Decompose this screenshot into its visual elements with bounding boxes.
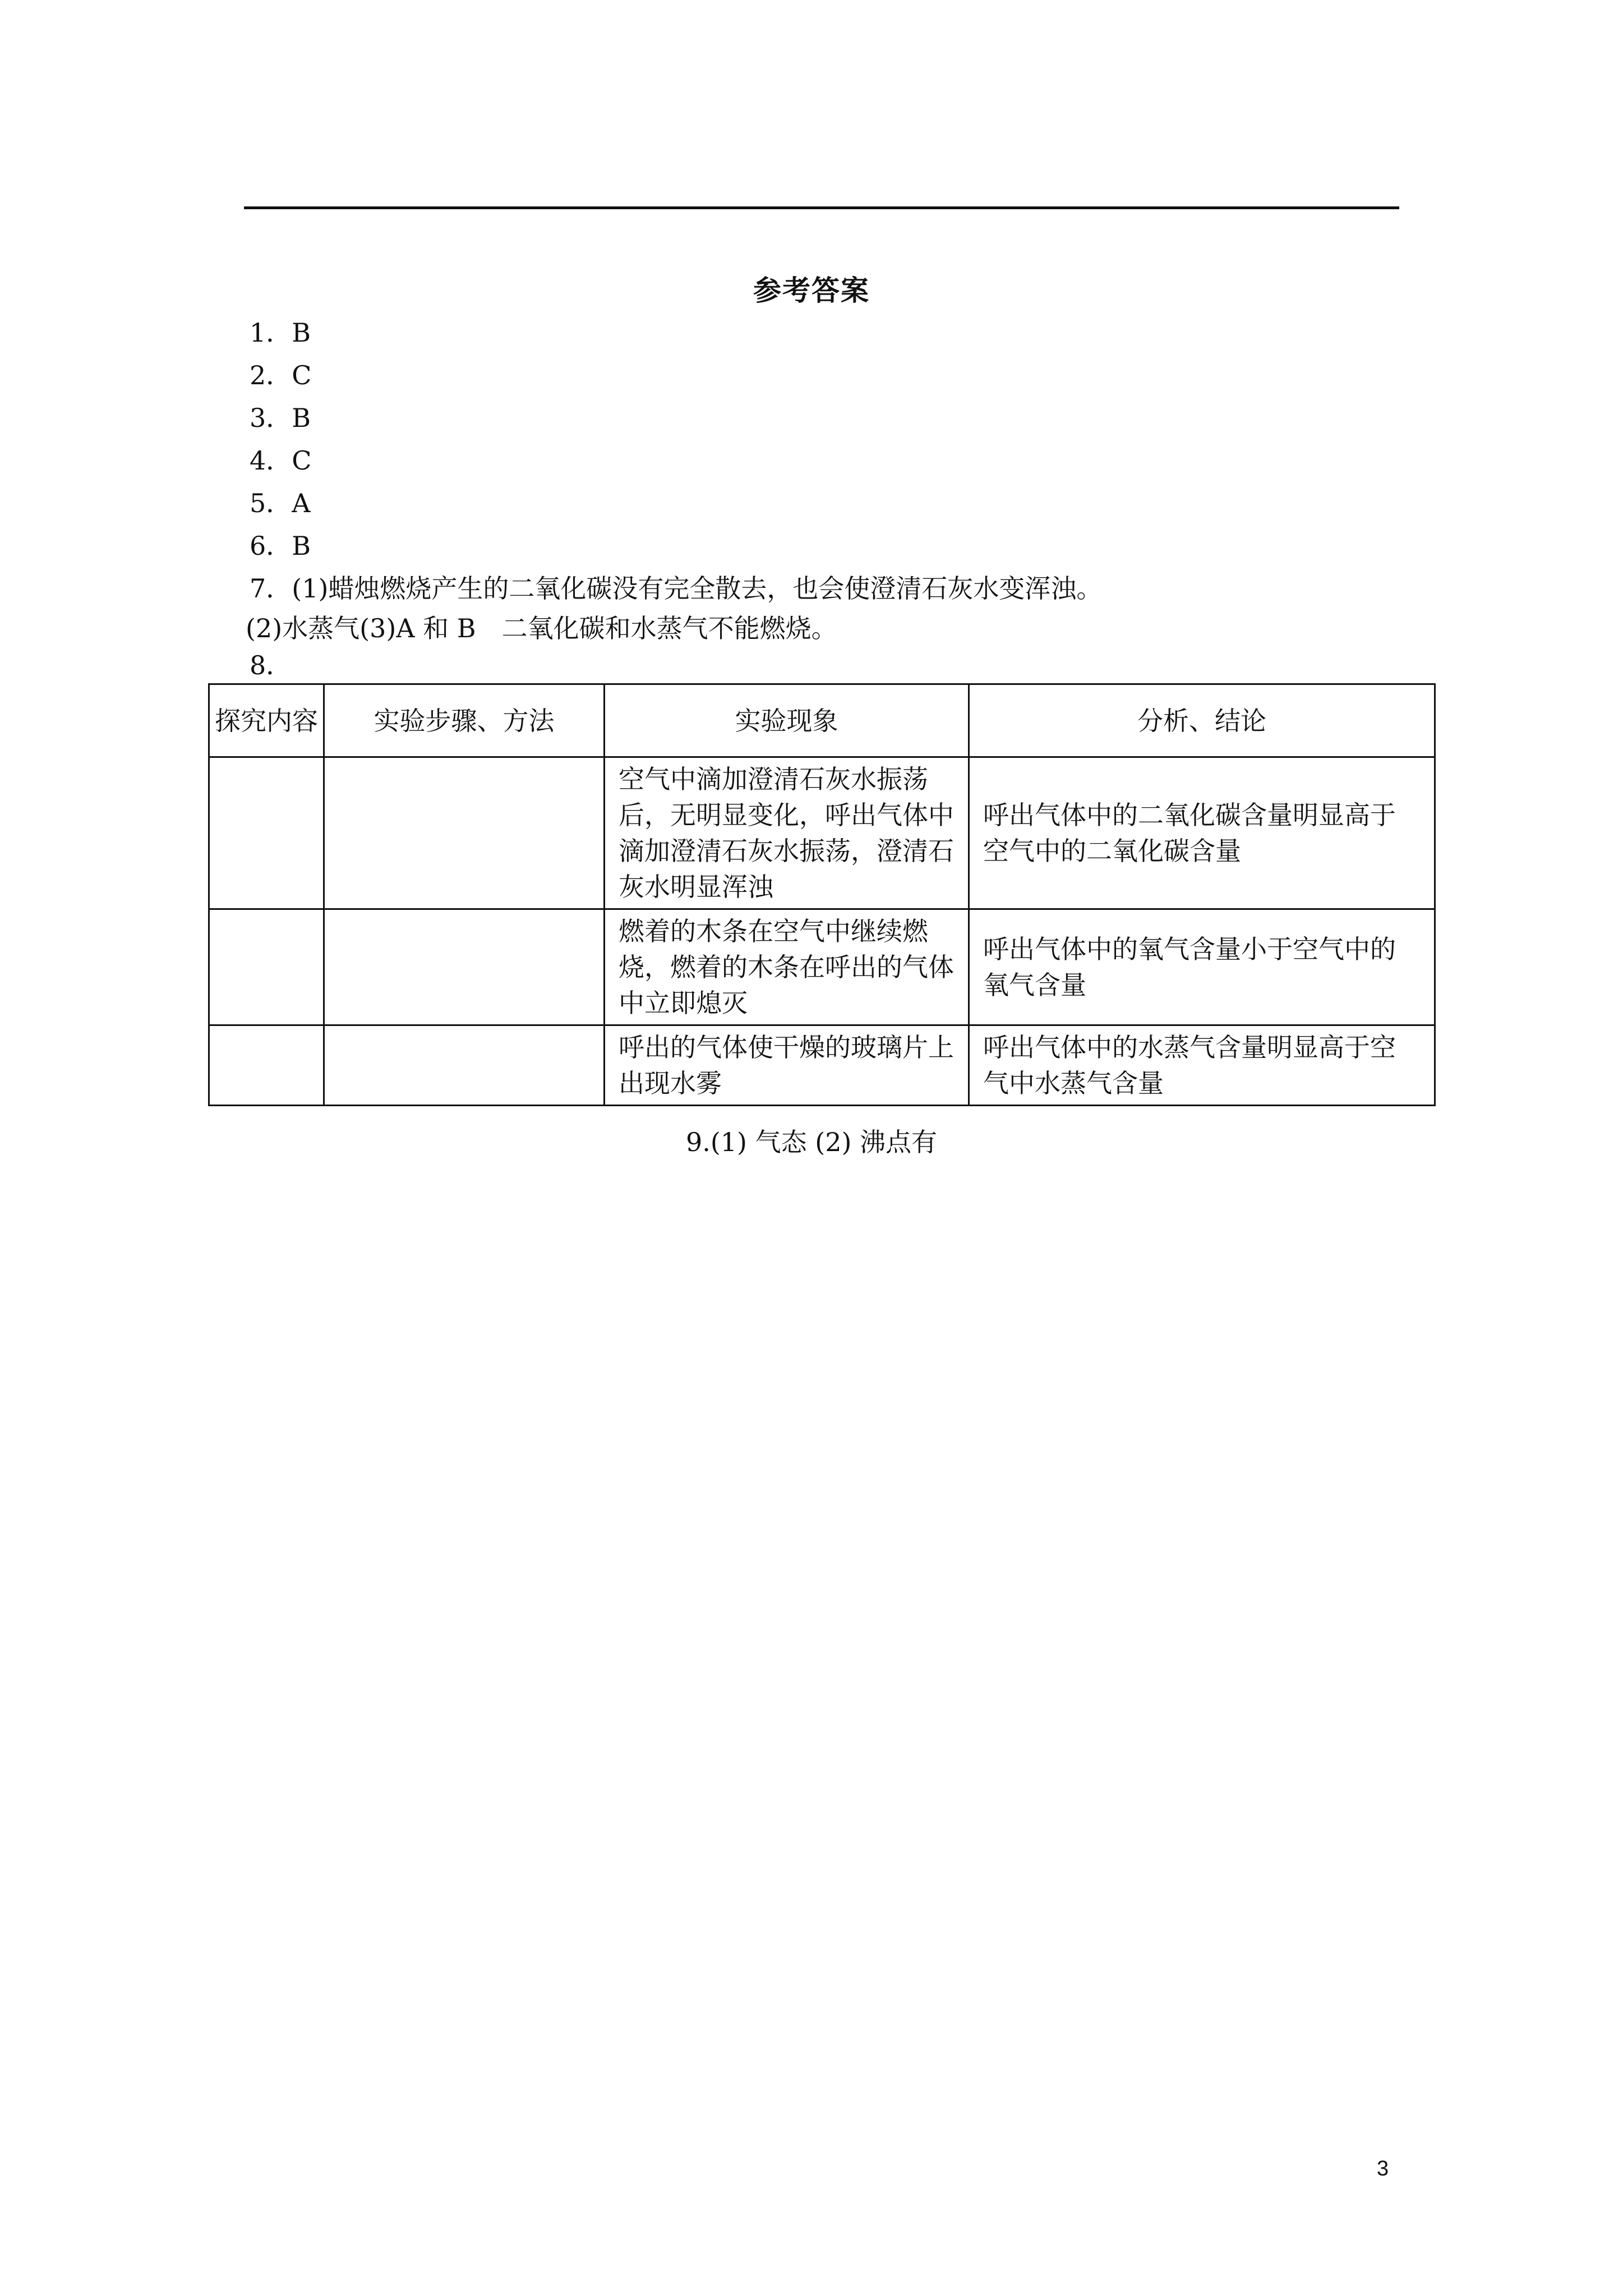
answer-3: 3．B xyxy=(250,403,311,433)
header-phenomenon: 实验现象 xyxy=(605,684,969,757)
cell-content xyxy=(209,757,324,909)
experiment-table xyxy=(208,683,1436,1106)
cell-phenomenon: 呼出的气体使干燥的玻璃片上出现水雾 xyxy=(605,1025,969,1106)
header-rule xyxy=(244,206,1399,209)
cell-steps xyxy=(324,1025,605,1106)
answer-7-part1: 7．(1)蜡烛燃烧产生的二氧化碳没有完全散去，也会使澄清石灰水变浑浊。 xyxy=(250,573,1103,604)
table-row xyxy=(209,909,1435,1025)
cell-steps xyxy=(324,909,605,1025)
cell-phenomenon: 空气中滴加澄清石灰水振荡后，无明显变化，呼出气体中滴加澄清石灰水振荡，澄清石灰水明显浑浊 xyxy=(605,757,969,909)
cell-steps xyxy=(324,757,605,909)
cell-phenomenon: 燃着的木条在空气中继续燃烧，燃着的木条在呼出的气体中立即熄灭 xyxy=(605,909,969,1025)
answer-2: 2．C xyxy=(250,360,312,390)
header-conclusion: 分析、结论 xyxy=(969,684,1435,757)
answer-list xyxy=(250,311,1427,610)
table-header-row xyxy=(209,684,1435,757)
answer-7-part2: (2)水蒸气(3)A 和 B 二氧化碳和水蒸气不能燃烧。 xyxy=(246,613,837,643)
answer-6: 6．B xyxy=(250,531,311,561)
table-row xyxy=(209,1025,1435,1106)
answer-8-label: 8． xyxy=(250,650,292,680)
header-steps: 实验步骤、方法 xyxy=(324,684,605,757)
table-row xyxy=(209,757,1435,909)
cell-content xyxy=(209,909,324,1025)
page-number: 3 xyxy=(1377,2157,1389,2180)
answer-1: 1．B xyxy=(250,318,311,348)
header-content: 探究内容 xyxy=(209,684,324,757)
cell-conclusion: 呼出气体中的氧气含量小于空气中的氧气含量 xyxy=(969,909,1435,1025)
answer-4: 4．C xyxy=(250,445,312,476)
answer-5: 5．A xyxy=(250,488,311,518)
answer-9: 9.(1) 气态 (2) 沸点有 xyxy=(685,1127,938,1157)
page-title: 参考答案 xyxy=(753,274,870,307)
cell-content xyxy=(209,1025,324,1106)
cell-conclusion: 呼出气体中的水蒸气含量明显高于空气中水蒸气含量 xyxy=(969,1025,1435,1106)
cell-conclusion: 呼出气体中的二氧化碳含量明显高于空气中的二氧化碳含量 xyxy=(969,757,1435,909)
